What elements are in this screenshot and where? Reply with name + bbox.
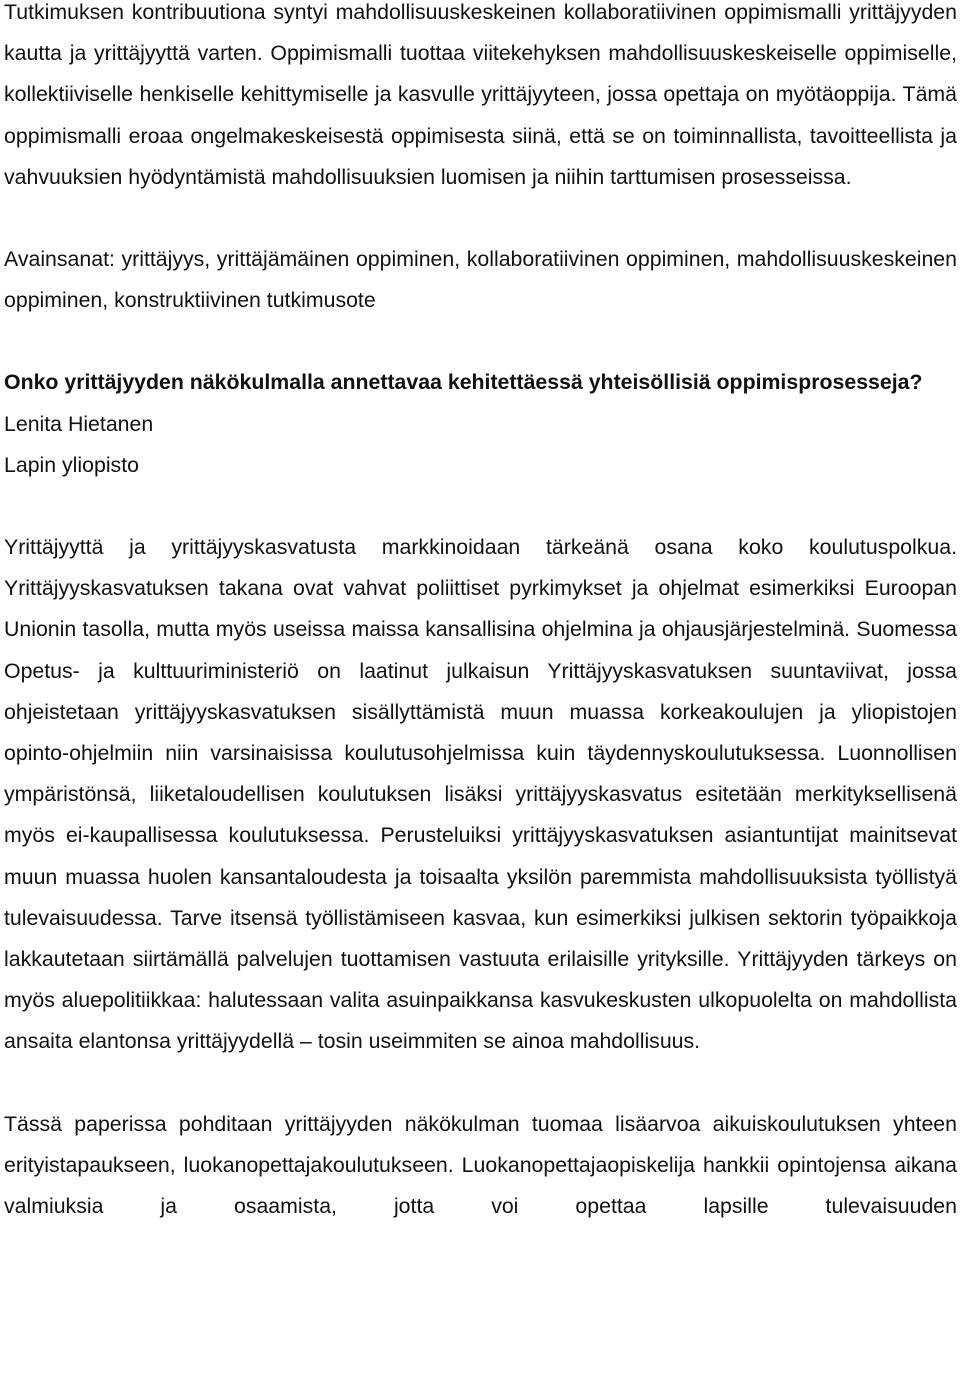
keywords-paragraph: Avainsanat: yrittäjyys, yrittäjämäinen oppiminen, kollaboratiivinen oppiminen, mahdollisuuskeskeinen oppiminen, konstruktiivinen tutkimusote [4,247,957,313]
article-title: Onko yrittäjyyden näkökulmalla annettavaa kehitettäessä yhteisöllisiä oppimisprosesseja? [4,370,923,395]
author-affiliation: Lapin yliopisto [4,452,139,477]
document-page [4,0,957,1227]
body-paragraph: Tässä paperissa pohditaan yrittäjyyden näkökulman tuomaa lisäarvoa aikuiskoulutuksen yhteen erityistapaukseen, luokanopettajakoulutukseen. Luokanopettajaopiskelija hankkii opintojensa aikana valmiuksia ja osaamista, jotta voi opettaa lapsille tulevaisuuden [4,1111,957,1219]
abstract-paragraph: Tutkimuksen kontribuutiona syntyi mahdollisuuskeskeinen kollaboratiivinen oppimismalli yrittäjyyden kautta ja yrittäjyyttä varten. Oppimismalli tuottaa viitekehyksen mahdollisuuskeskeiselle oppimiselle, kollektiiviselle henkiselle kehittymiselle ja kasvulle yrittäjyyteen, jossa opettaja on myötäoppija. Tämä oppimismalli eroaa ongelmakeskeisestä oppimisesta siinä, että se on toiminnallista, tavoitteellista ja vahvuuksien hyödyntämistä mahdollisuuksien luomisen ja niihin tarttumisen prosesseissa. [4,0,957,189]
body-paragraph: Yrittäjyyttä ja yrittäjyyskasvatusta markkinoidaan tärkeänä osana koko koulutuspolkua. Yrittäjyyskasvatuksen takana ovat vahvat poliittiset pyrkimykset ja ohjelmat esimerkiksi Euroopan Unionin tasolla, mutta myös useissa maissa kansallisina ohjelmina ja ohjausjärjestelminä. Suomessa Opetus- ja kulttuuriministeriö on laatinut julkaisun Yrittäjyyskasvatuksen suuntaviivat, jossa ohjeistetaan yrittäjyyskasvatuksen sisällyttämistä muun muassa korkeakoulujen ja yliopistojen opinto-ohjelmiin niin varsinaisissa koulutusohjelmissa kuin täydennyskoulutuksessa. Luonnollisen ympäristönsä, liiketaloudellisen koulutuksen lisäksi yrittäjyyskasvatus esitetään merkityksellisenä myös ei-kaupallisessa koulutuksessa. Perusteluiksi yrittäjyyskasvatuksen asiantuntijat mainitsevat muun muassa huolen kansantaloudesta ja toisaalta yksilön paremmista mahdollisuuksista työllistyä tulevaisuudessa. Tarve itsensä työllistämiseen kasvaa, kun esimerkiksi julkisen sektorin työpaikkoja lakkautetaan siirtämällä palvelujen tuottamisen vastuuta erilaisille yrityksille. Yrittäjyyden tärkeys on myös aluepolitiikkaa: halutessaan valita asuinpaikkansa kasvukeskusten ulkopuolelta on mahdollista ansaita elantonsa yrittäjyydellä – tosin useimmiten se ainoa mahdollisuus. [4,535,957,1054]
author-name: Lenita Hietanen [4,411,154,436]
